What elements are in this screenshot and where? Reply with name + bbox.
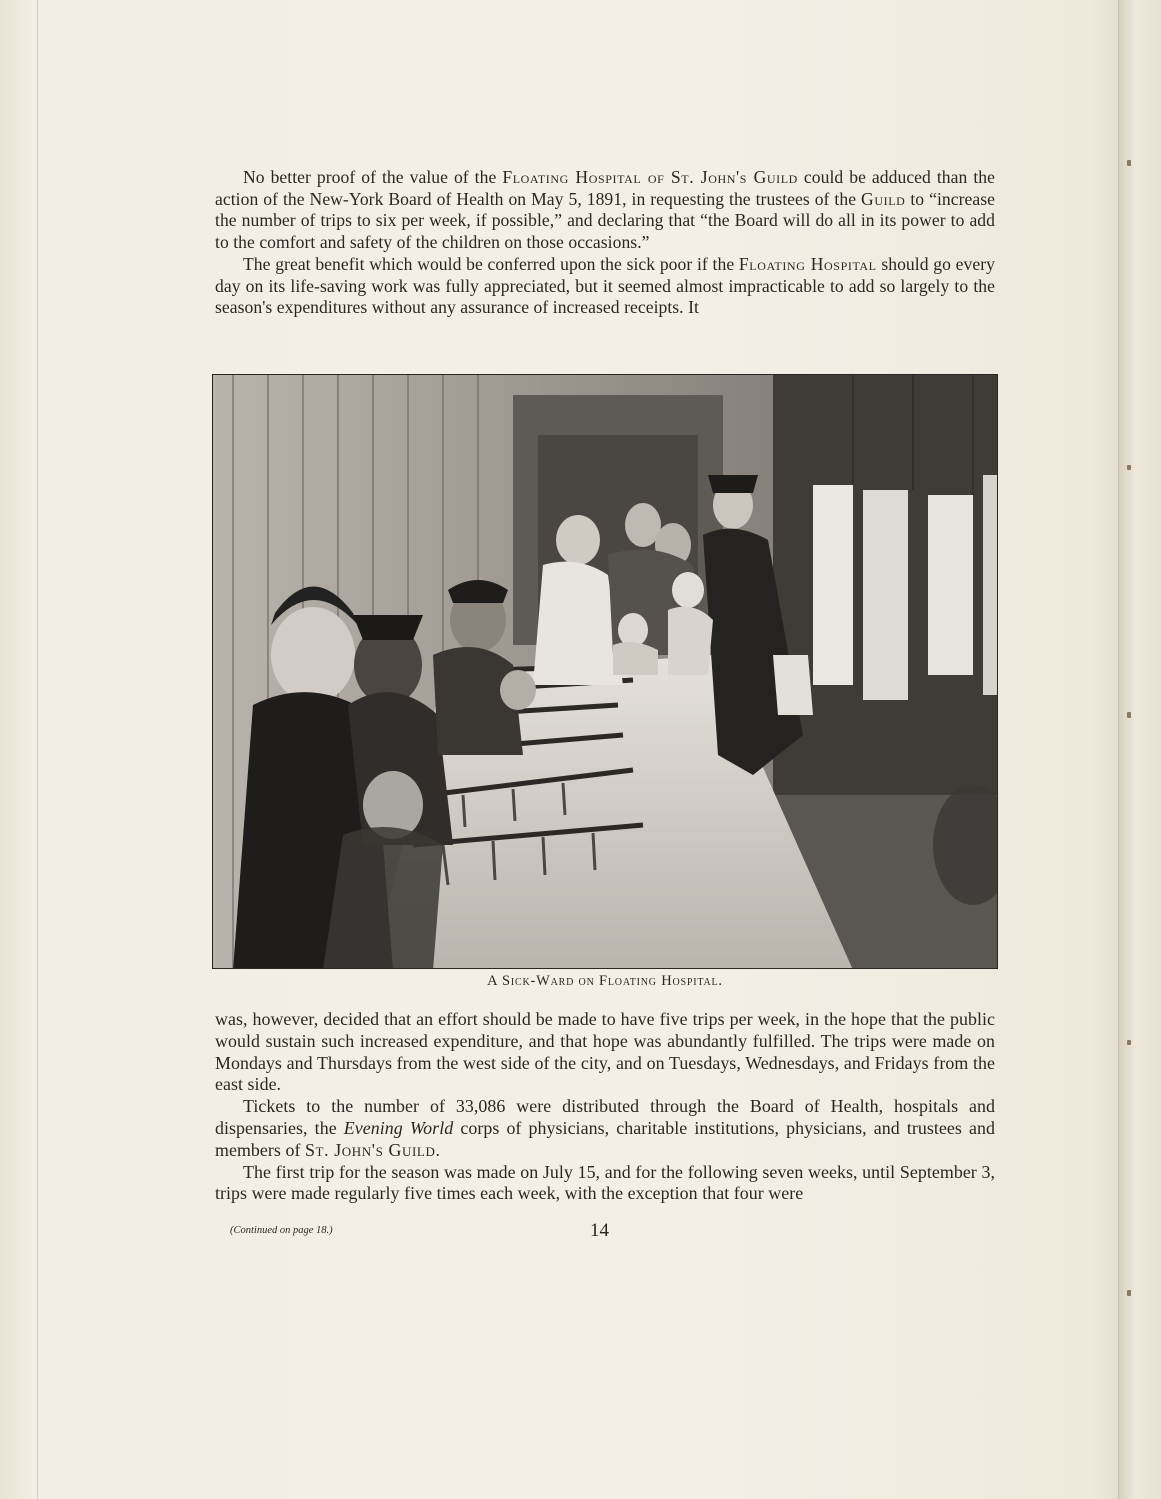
paragraph xyxy=(215,1162,995,1206)
text-segment: Floating Hospital of St. John's Guild xyxy=(502,167,798,187)
binding-spine xyxy=(1118,0,1161,1499)
text-segment: to “increase the number of trips to six per week, if possible,” and declaring that “the Board will do all in its power to add to the comfort and safety of the children on those occasions.” xyxy=(215,188,995,253)
paragraph xyxy=(215,254,995,319)
paragraph xyxy=(215,167,995,254)
text-segment: should go every day on its life-saving work was fully appreciated, but it seemed almost impracticable to add so largely to the season's expenditures without any assurance of increased receipts. It xyxy=(215,253,995,318)
text-segment: St. John's Guild. xyxy=(304,1139,441,1160)
page-number: 14 xyxy=(590,1220,609,1241)
text-segment: The great benefit which would be conferred upon the sick poor if the xyxy=(243,253,739,274)
text-segment: No better proof of the value of the xyxy=(243,167,503,187)
photo-caption: A Sick-Ward on Floating Hospital. xyxy=(487,973,723,989)
photo-illustration xyxy=(213,375,998,969)
text-segment: The first trip for the season was made on July 15, and for the following seven weeks, until September 3, trips were made regularly five times each week, with the exception that four were xyxy=(215,1161,995,1204)
stitch-mark xyxy=(1127,1040,1131,1045)
paragraph xyxy=(215,1096,995,1161)
text-segment: corps of physicians, charitable institutions, physicians, and trustees and members of xyxy=(215,1117,996,1160)
paragraph xyxy=(215,1009,995,1096)
text-segment: Evening World xyxy=(343,1117,454,1138)
stitch-mark xyxy=(1127,1290,1131,1296)
sick-ward-photograph xyxy=(212,374,998,969)
text-segment: Floating Hospital xyxy=(738,253,877,274)
text-segment: Tickets to the number of 33,086 were distributed through the Board of Health, hospitals and dispensaries, the xyxy=(215,1096,995,1138)
text-segment: Guild xyxy=(861,188,906,209)
stitch-mark xyxy=(1127,712,1131,718)
continuation-note: (Continued on page 18.) xyxy=(230,1225,333,1236)
stitch-mark xyxy=(1127,160,1131,166)
article-text-bottom xyxy=(215,1009,995,1205)
text-segment: was, however, decided that an effort should be made to have five trips per week, in the hope that the public would sustain such increased expenditure, and that hope was abundantly fulfilled. The trips were made on Mondays and Thursdays from the west side of the city, and on Tuesdays, Wednesdays, and Fridays from the east side. xyxy=(215,1009,995,1095)
page-edge-line xyxy=(37,0,38,1499)
text-segment: could be adduced than the action of the New-York Board of Health on May 5, 1891, in requesting the trustees of the xyxy=(215,167,995,209)
article-text-top xyxy=(215,167,995,319)
stitch-mark xyxy=(1127,465,1131,470)
